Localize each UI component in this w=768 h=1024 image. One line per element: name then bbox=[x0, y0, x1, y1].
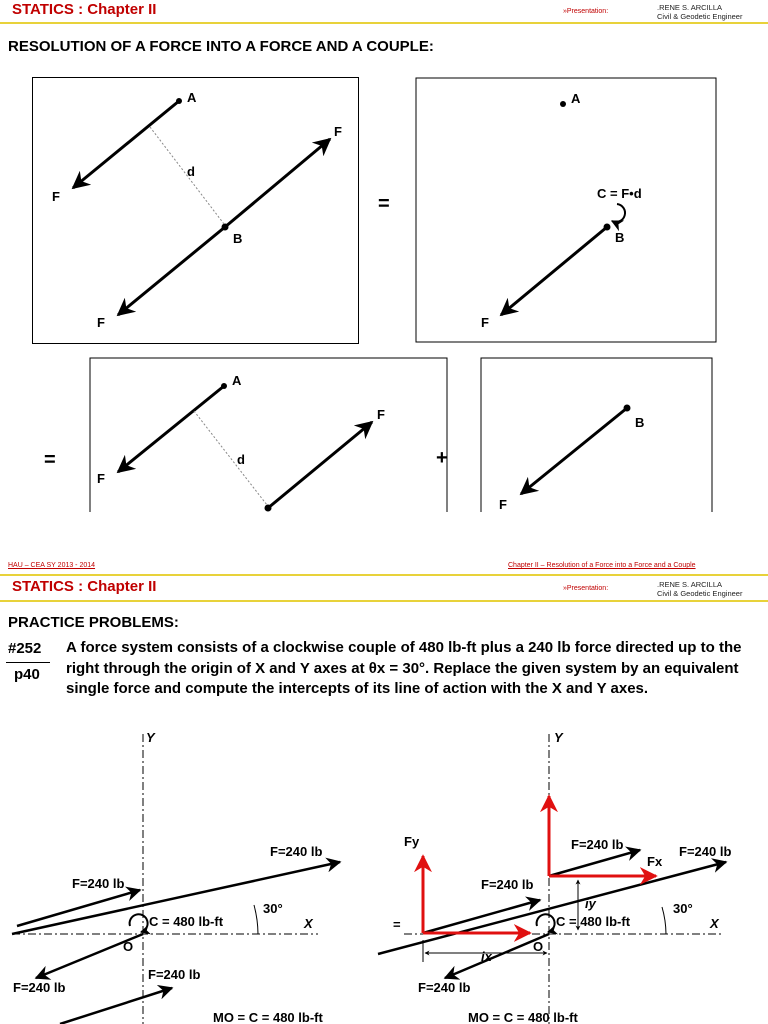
problem-number: #252 bbox=[8, 640, 42, 657]
force-label: F=240 lb bbox=[571, 837, 624, 852]
origin-label: O bbox=[533, 939, 544, 954]
couple-label: C = 480 lb-ft bbox=[149, 914, 224, 929]
label-b: B bbox=[233, 231, 243, 246]
problem-page: p40 bbox=[14, 666, 40, 683]
axis-label-y: Y bbox=[554, 730, 563, 745]
moment-equation: MO = C = 480 lb-ft bbox=[468, 1010, 578, 1024]
presentation-label: »Presentation: bbox=[563, 585, 609, 592]
iy-label: iy bbox=[585, 896, 596, 911]
author-role: Civil & Geodetic Engineer bbox=[657, 589, 743, 598]
force-label: F=240 lb bbox=[418, 980, 471, 995]
couple-arrow-icon bbox=[130, 914, 148, 932]
force-arrow bbox=[549, 850, 640, 876]
plus-sign: + bbox=[436, 447, 448, 469]
label-f: F bbox=[499, 497, 507, 512]
fx-label: Fx bbox=[647, 854, 663, 869]
problem-statement: A force system consists of a clockwise couple of 480 lb-ft plus a 240 lb force directed up to the right through the origin of X and Y axes at θx = 30°. Replace the given system by an equivalent single force and compute the intercepts of its line of action with the X and Y axes. bbox=[66, 639, 742, 697]
couple-label: C = 480 lb-ft bbox=[556, 914, 631, 929]
axis-label-x: X bbox=[304, 916, 313, 931]
axis-label-y: Y bbox=[146, 730, 155, 745]
ix-label: ix bbox=[481, 949, 492, 964]
section-heading: PRACTICE PROBLEMS: bbox=[8, 614, 179, 631]
angle-label: 30° bbox=[673, 901, 693, 916]
label-a: A bbox=[571, 91, 581, 106]
force-label: F=240 lb bbox=[72, 876, 125, 891]
slide1-diagrams: A d F F B F = A C = F•d B F = A d F F B + B F bbox=[0, 0, 768, 512]
angle-label: 30° bbox=[263, 901, 283, 916]
angle-arc bbox=[662, 907, 666, 934]
equals-sign: = bbox=[44, 449, 56, 471]
label-f: F bbox=[481, 315, 489, 330]
equals-sign: = bbox=[378, 193, 390, 215]
force-label: F=240 lb bbox=[13, 980, 66, 995]
label-f: F bbox=[97, 315, 105, 330]
label-d: d bbox=[187, 164, 195, 179]
origin-label: O bbox=[123, 939, 134, 954]
label-couple: C = F•d bbox=[597, 186, 642, 201]
author-role: Civil & Geodetic Engineer bbox=[657, 12, 743, 21]
footer-chapter: Chapter II – Resolution of a Force into a Force and a Couple bbox=[508, 562, 696, 569]
angle-arc bbox=[254, 905, 258, 934]
label-f: F bbox=[377, 407, 385, 422]
force-label: F=240 lb bbox=[270, 844, 323, 859]
equals-sign: = bbox=[393, 917, 401, 932]
force-label: F=240 lb bbox=[679, 844, 732, 859]
label-a: A bbox=[232, 373, 242, 388]
force-arrow bbox=[60, 988, 172, 1024]
label-b: B bbox=[635, 415, 645, 430]
force-label: F=240 lb bbox=[481, 877, 534, 892]
label-b: B bbox=[615, 230, 625, 245]
fy-label: Fy bbox=[404, 834, 420, 849]
force-label: F=240 lb bbox=[148, 967, 201, 982]
couple-arrow-icon bbox=[537, 914, 555, 932]
label-a: A bbox=[187, 90, 197, 105]
author-name: .RENE S. ARCILLA bbox=[657, 580, 723, 589]
label-f: F bbox=[334, 124, 342, 139]
presentation-label: »Presentation: bbox=[563, 8, 609, 15]
header-title: STATICS : Chapter II bbox=[12, 1, 157, 18]
author-name: .RENE S. ARCILLA bbox=[657, 3, 723, 12]
header-title: STATICS : Chapter II bbox=[12, 578, 157, 595]
label-f: F bbox=[97, 471, 105, 486]
section-heading: RESOLUTION OF A FORCE INTO A FORCE AND A COUPLE: bbox=[8, 38, 434, 55]
label-d: d bbox=[237, 452, 245, 467]
footer-course: HAU – CEA SY 2013 - 2014 bbox=[8, 562, 96, 569]
axis-label-x: X bbox=[710, 916, 719, 931]
moment-equation: MO = C = 480 lb-ft bbox=[213, 1010, 323, 1024]
label-f: F bbox=[52, 189, 60, 204]
